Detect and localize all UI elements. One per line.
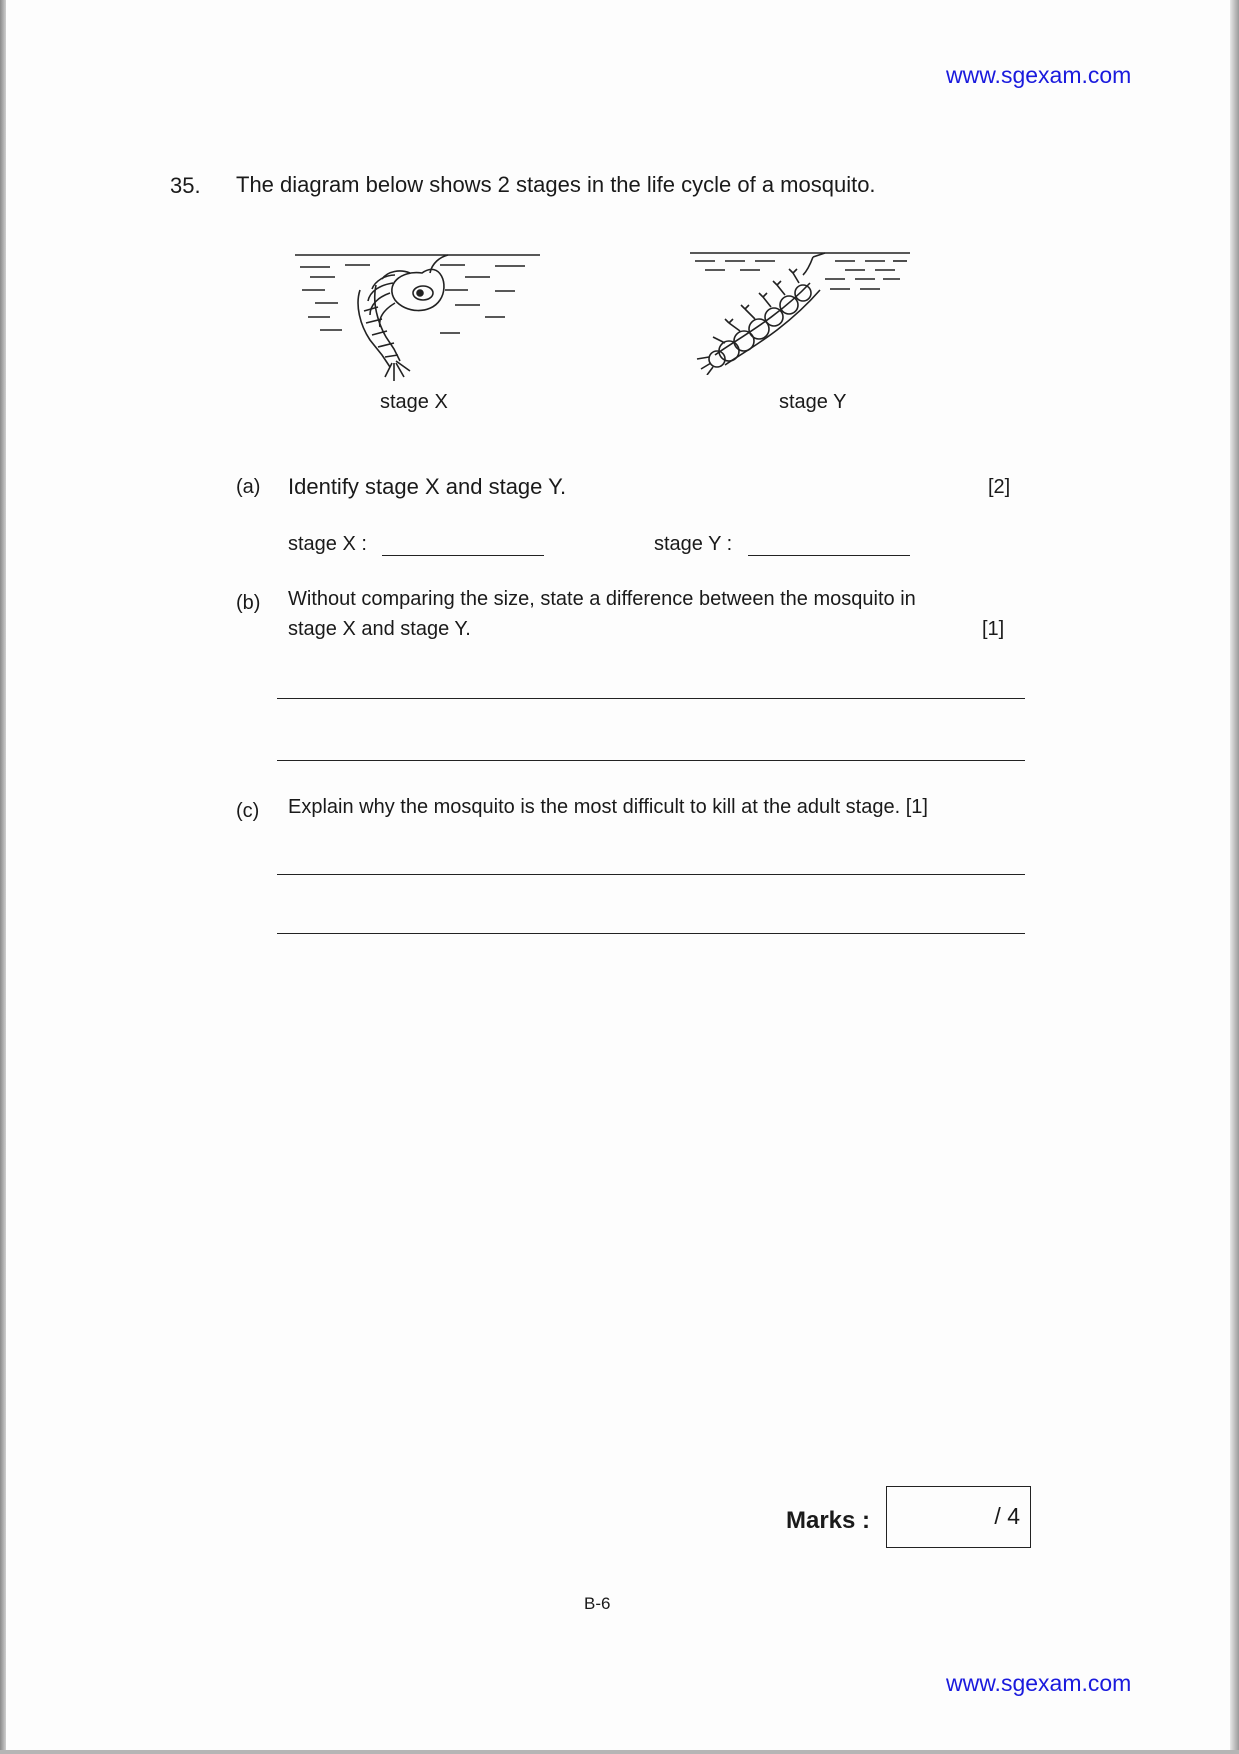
stage-x-answer-line[interactable] — [382, 555, 544, 556]
website-header[interactable]: www.sgexam.com — [946, 62, 1132, 88]
stage-y-diagram — [685, 245, 915, 375]
part-b-text-line2: stage X and stage Y. — [288, 618, 471, 640]
part-c-answer-line-2[interactable] — [277, 933, 1025, 934]
page-bottom-shadow — [0, 1750, 1239, 1754]
stage-y-field-label: stage Y : — [654, 533, 733, 555]
page-number: B-6 — [584, 1594, 611, 1613]
stage-y-answer-line[interactable] — [748, 555, 910, 556]
question-stem: The diagram below shows 2 stages in the life cycle of a mosquito. — [236, 172, 876, 197]
stage-y-label: stage Y — [779, 391, 847, 413]
part-b-marks: [1] — [982, 618, 1005, 640]
part-c-label: (c) — [236, 800, 260, 822]
part-b-answer-line-2[interactable] — [277, 760, 1025, 761]
marks-label: Marks : — [786, 1507, 871, 1534]
page-left-shadow — [0, 0, 6, 1754]
page-right-shadow — [1230, 0, 1239, 1754]
part-a-text: Identify stage X and stage Y. — [288, 474, 567, 499]
part-c-answer-line-1[interactable] — [277, 874, 1025, 875]
stage-x-label: stage X — [380, 391, 448, 413]
part-b-label: (b) — [236, 592, 261, 614]
marks-box[interactable] — [886, 1486, 1031, 1548]
question-number: 35. — [170, 173, 201, 198]
part-a-label: (a) — [236, 476, 261, 498]
part-c-text: Explain why the mosquito is the most difficult to kill at the adult stage. [1] — [288, 796, 928, 818]
stage-x-field-label: stage X : — [288, 533, 367, 555]
part-b-answer-line-1[interactable] — [277, 698, 1025, 699]
part-a-marks: [2] — [988, 476, 1011, 498]
part-b-text-line1: Without comparing the size, state a difference between the mosquito in — [288, 588, 916, 610]
marks-total: / 4 — [994, 1503, 1020, 1529]
stage-x-diagram — [290, 245, 550, 385]
website-footer[interactable]: www.sgexam.com — [946, 1670, 1132, 1696]
